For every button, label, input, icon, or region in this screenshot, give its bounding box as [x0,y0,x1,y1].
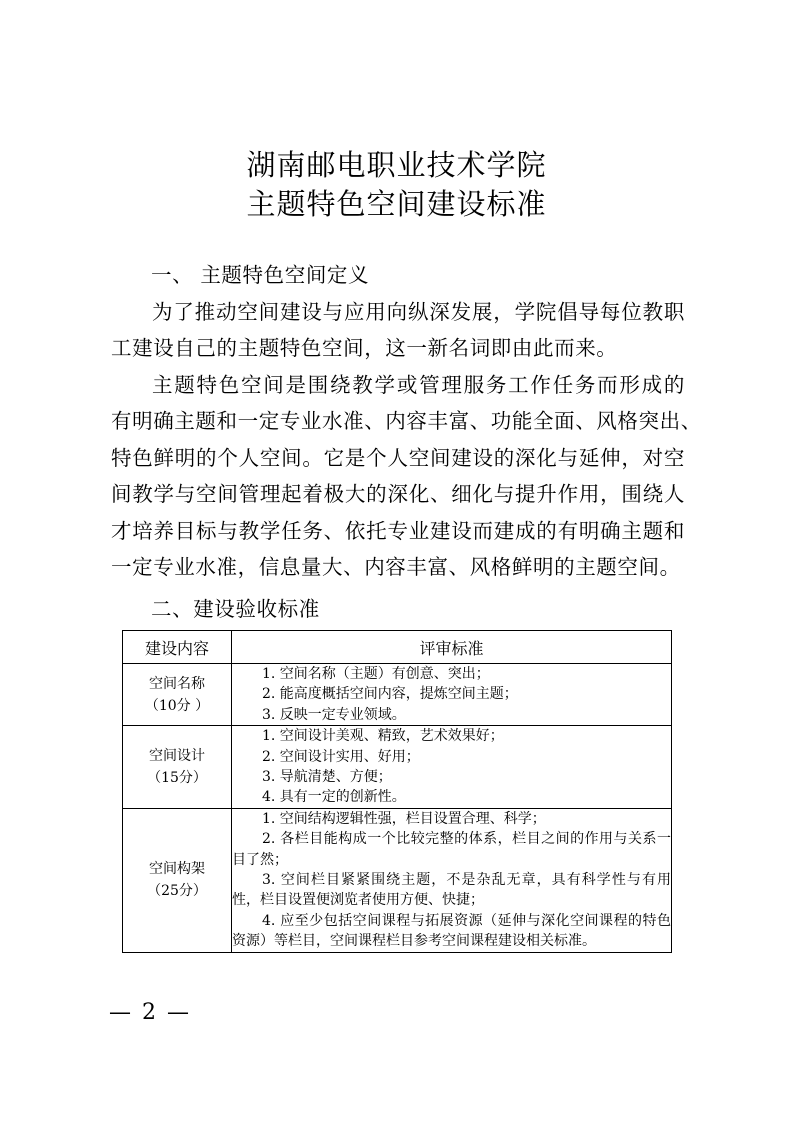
criteria-cell [232,726,672,809]
standards-table [122,630,672,953]
section-1-paragraph-2 [111,367,702,585]
paragraph-line: 才培养目标与教学任务、依托专业建设而建成的有明确主题和 [111,518,685,543]
paragraph-line: 有明确主题和一定专业水准、内容丰富、功能全面、风格突出、 [111,409,702,434]
section-1-paragraph-1 [111,294,685,367]
criterion: 4. 应至少包括空间课程与拓展资源（延伸与深化空间课程的特色资源）等栏目，空间课程栏目参考空间课程建设相关标准。 [232,912,671,950]
paragraph-line: 一定专业水准，信息量大、内容丰富、风格鲜明的主题空间。 [111,554,681,579]
item-name: 空间设计 [149,748,205,765]
paragraph-line: 工建设自己的主题特色空间，这一新名词即由此而来。 [111,336,618,361]
document-title-line-1: 湖南邮电职业技术学院 [246,148,547,182]
criteria-cell [232,808,672,952]
item-name: 空间构架 [149,861,205,878]
section-2-heading: 二、建设验收标准 [151,597,320,621]
criterion: 4. 具有一定的创新性。 [262,789,406,806]
table-header-row [123,631,672,664]
paragraph-line: 主题特色空间是围绕教学或管理服务工作任务而形成的 [152,373,685,397]
page-number: — 2 — [109,1000,191,1025]
item-score: （25分） [147,883,207,900]
criterion: 2. 空间设计实用、好用； [262,748,420,765]
table-row [123,726,672,809]
criterion: 1. 空间名称（主题）有创意、突出； [262,666,490,682]
item-cell [123,664,232,726]
table-row [123,808,672,952]
section-1-heading: 一、 主题特色空间定义 [151,263,370,287]
item-cell [123,726,232,809]
criterion: 3. 反映一定专业领域。 [262,706,406,723]
paragraph-line: 为了推动空间建设与应用向纵深发展，学院倡导每位教职 [152,300,685,324]
criterion: 3. 导航清楚、方便； [262,769,392,786]
document-title-line-2: 主题特色空间建设标准 [246,187,547,221]
criteria-cell [232,664,672,726]
paragraph-line: 间教学与空间管理起着极大的深化、细化与提升作用，围绕人 [111,482,685,507]
column-header-criteria: 评审标准 [232,631,672,664]
criterion: 2. 能高度概括空间内容，提炼空间主题； [262,686,518,703]
criterion: 3. 空间栏目紧紧围绕主题，不是杂乱无章，具有科学性与有用性，栏目设置便浏览者使用方便、快捷； [232,872,671,909]
item-score: （10分 ） [144,697,210,714]
paragraph-line: 特色鲜明的个人空间。它是个人空间建设的深化与延伸，对空 [111,445,685,470]
table-row [123,664,672,726]
item-score: （15分） [147,770,207,787]
criterion: 1. 空间结构逻辑性强，栏目设置合理、科学； [262,810,546,827]
column-header-content: 建设内容 [123,631,232,664]
criterion: 2. 各栏目能构成一个比较完整的体系，栏目之间的作用与关系一目了然； [232,831,671,868]
item-name: 空间名称 [149,675,205,692]
item-cell [123,808,232,952]
criterion: 1. 空间设计美观、精致，艺术效果好； [262,728,504,745]
